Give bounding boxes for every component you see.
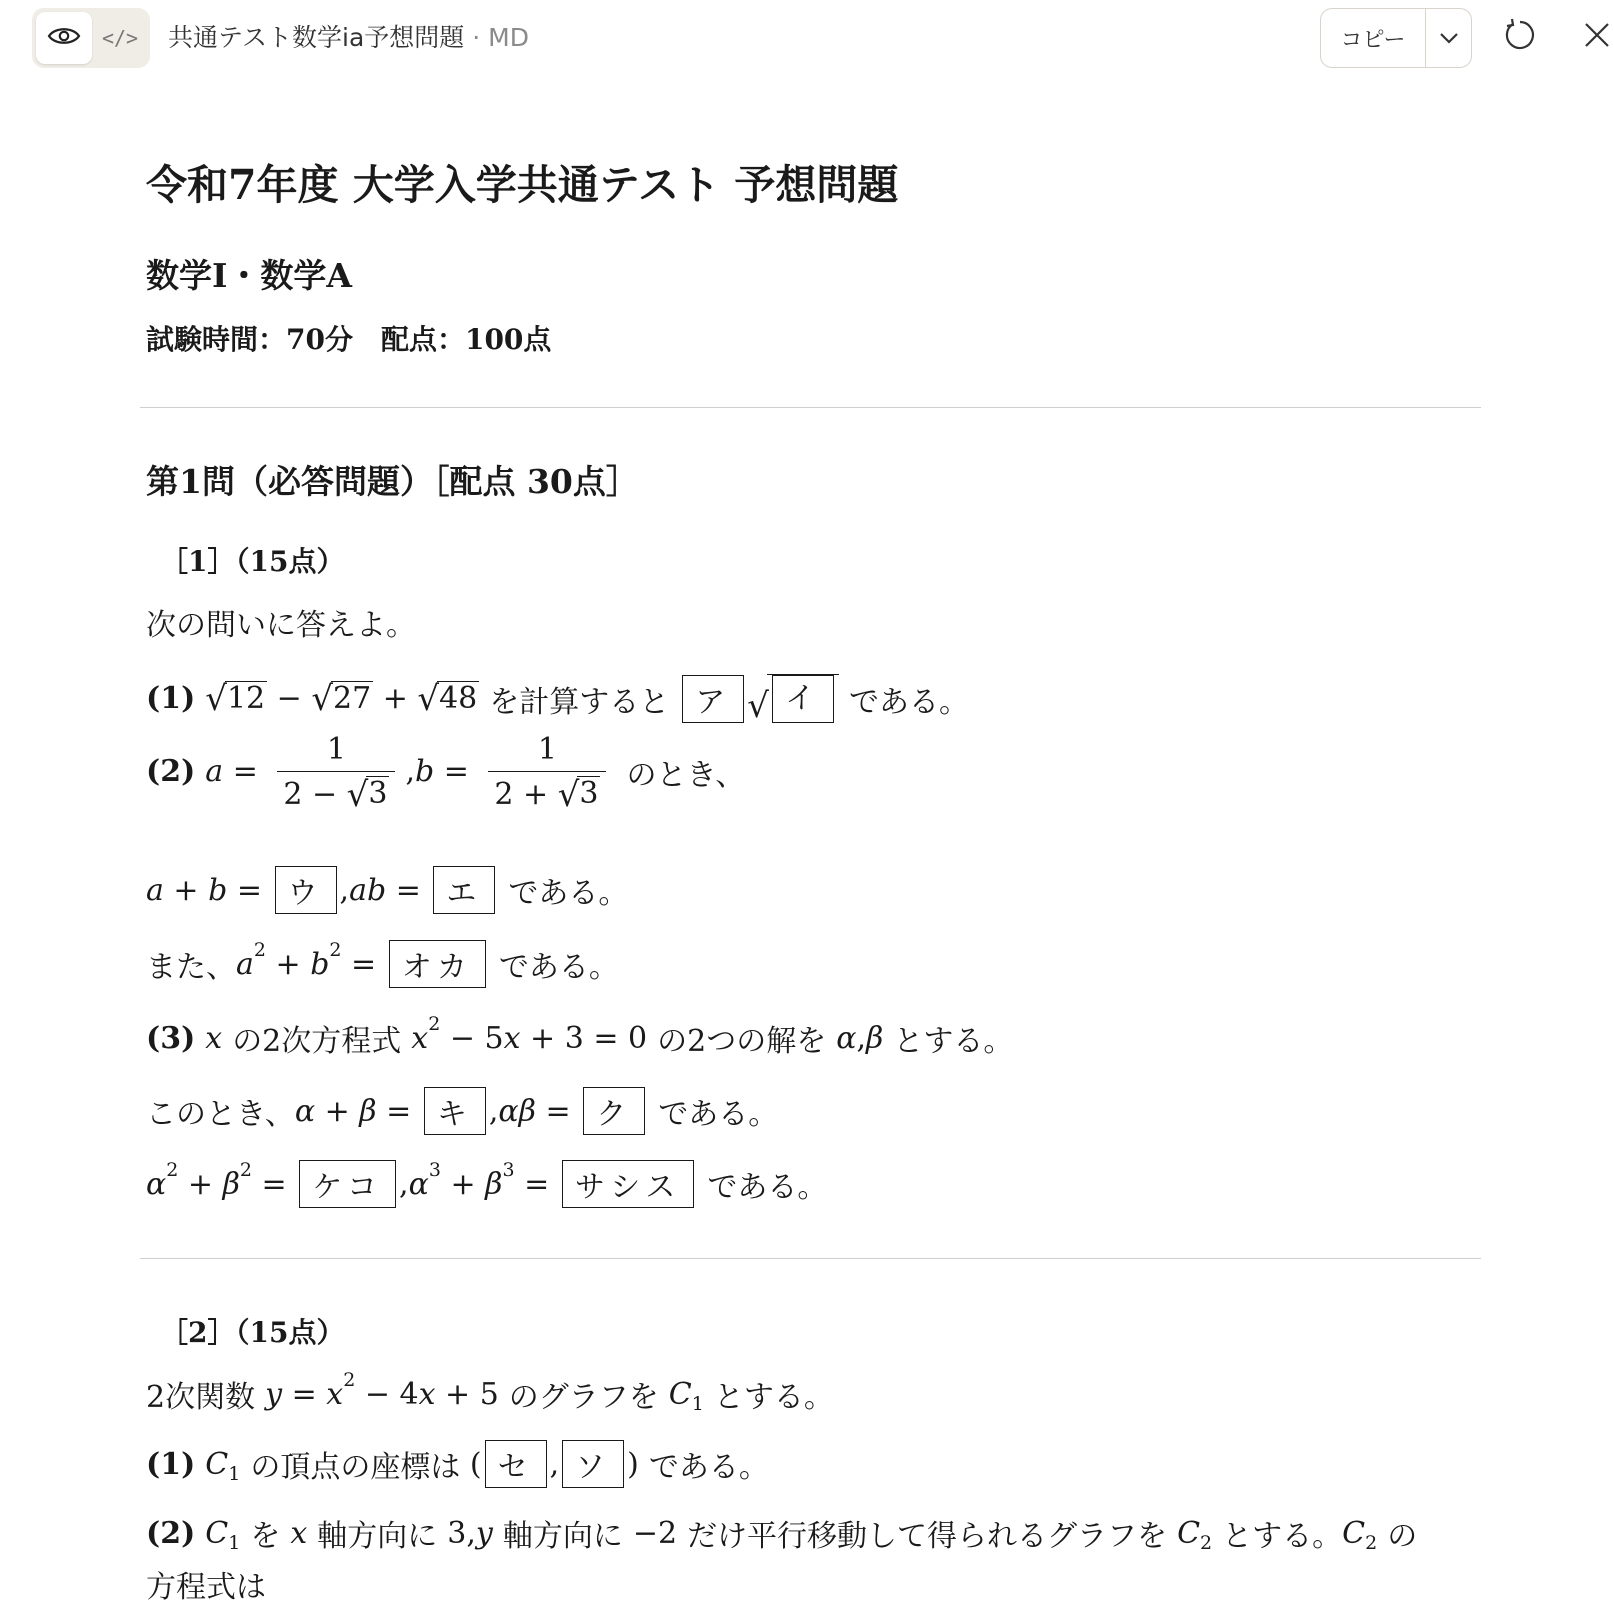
problem-text: このとき、 (146, 1097, 295, 1132)
problem-1-3: (3) x の2次方程式 x 2 − 5 x + 3 = 0 の2つの解を α , β とする。 (146, 1013, 1014, 1059)
copy-button-group (1320, 8, 1472, 68)
problem-2-2-wrap (146, 1562, 266, 1606)
problem-text: である。 (658, 1097, 779, 1132)
problem-text: とする。 (893, 1024, 1014, 1059)
problem-text: 方程式は (146, 1570, 266, 1605)
page-title: 令和7年度 大学入学共通テスト 予想問題 (146, 161, 899, 209)
divider (140, 407, 1481, 408)
problem-1-2-line3: また、 a 2 + b 2 = オカ である。 (146, 940, 619, 988)
copy-button[interactable]: コピー (1340, 27, 1406, 53)
problem-text: である。 (848, 684, 969, 720)
intro-text: 次の問いに答えよ。 (146, 608, 416, 643)
problem-text: である。 (498, 950, 619, 985)
answer-box-a: ア (682, 675, 744, 723)
document-extension: · MD (464, 23, 529, 52)
code-toggle-button[interactable] (94, 12, 146, 64)
toolbar (0, 0, 1614, 78)
problem-1-1: (1) √ 12 − √ 27 + √ 48 を計算すると ア √ イ である。 (146, 674, 969, 723)
problem-2-1: (1) C 1 の頂点の座標は ( セ , ソ ) である。 (146, 1440, 769, 1488)
answer-box-u: ウ (275, 866, 337, 914)
refresh-button[interactable] (1497, 14, 1543, 60)
problem-1-2-line2: a + b = ウ , ab = エ である。 (146, 866, 628, 914)
problem-text: の2次方程式 (232, 1024, 402, 1059)
refresh-icon (1503, 18, 1537, 56)
subject-heading: 数学I・数学A (146, 256, 353, 295)
document-title (168, 18, 529, 54)
problem-text: の (1387, 1519, 1418, 1554)
problem-1-3-line2: このとき、 α + β = キ , αβ = ク である。 (146, 1087, 778, 1135)
question1-heading: 第1問（必答問題）［配点 30点］ (146, 462, 639, 501)
problem-text: 軸方向に (317, 1519, 438, 1554)
chevron-down-icon (1439, 29, 1459, 48)
copy-options-dropdown[interactable] (1426, 9, 1471, 67)
problem-text: とする。 (713, 1380, 834, 1415)
problem-label: (2) (146, 1515, 196, 1551)
problem-text: のとき、 (626, 757, 746, 793)
math-fraction: 1 2 + √ 3 (488, 732, 606, 812)
part1-intro (146, 600, 416, 644)
answer-box-ki: キ (424, 1087, 486, 1135)
problem-text: とする。 (1222, 1519, 1343, 1554)
math-sqrt: √ 12 (205, 679, 266, 720)
problem-text: だけ平行移動して得られるグラフを (687, 1519, 1168, 1554)
part2-intro: 2次関数 y = x 2 − 4 x + 5 のグラフを C 1 とする。 (146, 1369, 834, 1415)
answer-box-i: イ (772, 675, 834, 723)
view-mode-toggle (32, 8, 150, 68)
problem-text: 軸方向に (502, 1519, 623, 1554)
problem-text: の2つの解を (657, 1024, 827, 1059)
answer-box-so: ソ (562, 1440, 624, 1488)
answer-box-ku: ク (583, 1087, 645, 1135)
problem-text: の頂点の座標は (250, 1450, 461, 1485)
problem-text: を計算すると (489, 684, 670, 720)
math-sqrt: √ 48 (417, 679, 478, 720)
problem-label: (3) (146, 1020, 196, 1056)
divider (140, 1258, 1481, 1259)
answer-box-se: セ (485, 1440, 547, 1488)
close-button[interactable] (1574, 14, 1614, 60)
document-name: 共通テスト数学ia予想問題 (168, 23, 465, 52)
answer-box-sashisu: サシス (562, 1160, 695, 1208)
math-sqrt: √ イ (747, 674, 839, 723)
problem-2-2: (2) C 1 を x 軸方向に 3, y 軸方向に −2 だけ平行移動して得られるグラフを C 2 とする。 C 2 の (146, 1511, 1417, 1555)
problem-text: である。 (707, 1170, 828, 1205)
problem-label: (2) (146, 754, 196, 790)
preview-toggle-button[interactable] (36, 12, 92, 64)
problem-text: である。 (648, 1450, 769, 1485)
math-sqrt: √ 27 (311, 679, 372, 720)
problem-text: また、 (146, 950, 236, 985)
math-fraction: 1 2 − √ 3 (277, 732, 395, 812)
problem-text: である。 (508, 876, 629, 911)
problem-text: 2次関数 (146, 1380, 256, 1415)
problem-text: のグラフを (508, 1380, 659, 1415)
part2-heading: ［2］（15点） (160, 1316, 345, 1349)
answer-box-e: エ (433, 866, 495, 914)
problem-1-2: (2) a = 1 2 − √ 3 , b = 1 2 + √ 3 のとき、 (146, 732, 746, 815)
answer-box-keko: ケコ (299, 1160, 396, 1208)
problem-text: を (250, 1519, 281, 1554)
close-icon (1583, 21, 1611, 53)
code-icon: </> (101, 26, 139, 50)
exam-meta: 試験時間：70分 配点：100点 (146, 323, 552, 356)
problem-1-3-line3: α 2 + β 2 = ケコ , α 3 + β 3 = サシス である。 (146, 1160, 827, 1208)
problem-label: (1) (146, 681, 196, 716)
part1-heading: ［1］（15点） (160, 545, 345, 578)
eye-icon (47, 24, 81, 52)
answer-box-oka: オカ (389, 940, 486, 988)
problem-label: (1) (146, 1446, 196, 1482)
